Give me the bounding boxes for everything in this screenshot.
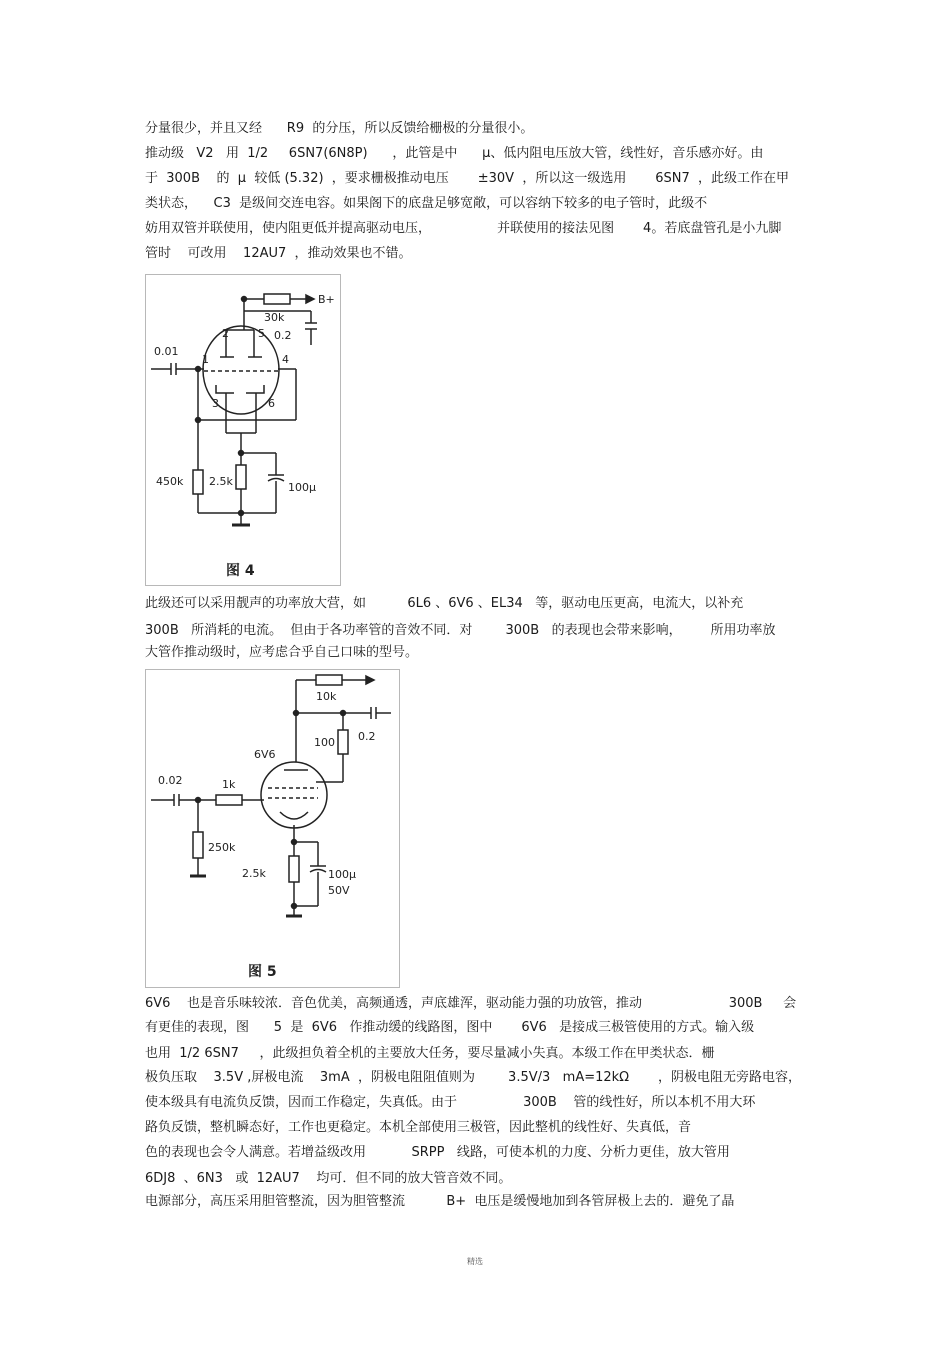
label: 50V	[328, 884, 350, 897]
text-line: 使本级具有电流负反馈，因而工作稳定，失真低。由于 300B 管的线性好，所以本机不用大环	[145, 1095, 756, 1110]
text-line: 于 300B 的 μ 较低 (5.32) ，要求栅极推动电压 ±30V ，所以这一级选用 6SN7 ，此级工作在甲	[145, 171, 790, 186]
label: 2.5k	[242, 867, 266, 880]
label: 450k	[156, 475, 184, 488]
label: B+	[318, 293, 335, 306]
text-line: 类状态， C3 是级间交连电容。如果阁下的底盘足够宽敞，可以容纳下较多的电子管时，此级不	[145, 196, 708, 211]
label: 1k	[222, 778, 236, 791]
text-line: 大管作推动级时，应考虑合乎自己口味的型号。	[145, 645, 419, 660]
text-line: 管时 可改用 12AU7 ，推动效果也不错。	[145, 246, 412, 261]
page-footer: 精选	[467, 1257, 483, 1266]
label: 0.02	[158, 774, 183, 787]
figure-caption: 图 5	[248, 964, 277, 980]
text-line: 推动级 V2 用 1/2 6SN7(6N8P) ，此管是中 μ、低内阻电压放大管，线性好，音乐感亦好。由	[145, 146, 764, 161]
figure-5-schematic	[145, 669, 400, 988]
label: 100μ	[288, 481, 316, 494]
label: 2	[222, 327, 229, 340]
label: 4	[282, 353, 289, 366]
text-line: 300B 所消耗的电流。 但由于各功率管的音效不同．对 300B 的表现也会带来影响， 所用功率放	[145, 623, 776, 638]
text-line: 6V6 也是音乐味较浓．音色优美，高频通透，声底雄浑，驱动能力强的功放管，推动 300B 会	[145, 996, 797, 1011]
label: 30k	[264, 311, 285, 324]
label: 100	[314, 736, 335, 749]
text-line: 也用 1/2 6SN7 ，此级担负着全机的主要放大任务，要尽量减小失真。本级工作在甲类状态．栅	[145, 1046, 715, 1061]
text-line: 有更佳的表现，图 5 是 6V6 作推动缓的线路图，图中 6V6 是接成三极管使用的方式。输入级	[145, 1020, 755, 1035]
label: 1	[202, 353, 209, 366]
label: 0.2	[274, 329, 292, 342]
label: 10k	[316, 690, 337, 703]
label: 5	[258, 327, 265, 340]
figure-caption: 图 4	[226, 563, 255, 579]
text-line: 6DJ8 、6N3 或 12AU7 均可．但不同的放大管音效不同。	[145, 1171, 512, 1186]
label: 6V6	[254, 748, 276, 761]
label: 100μ	[328, 868, 356, 881]
label: 2.5k	[209, 475, 233, 488]
text-line: 极负压取 3.5V ,屏极电流 3mA ，阴极电阻阻值则为 3.5V/3 mA=12kΩ ，阴极电阻无旁路电容，	[145, 1070, 802, 1085]
text-line: 分量很少，并且又经 R9 的分压，所以反馈给栅极的分量很小。	[145, 121, 534, 136]
label: 3	[212, 397, 219, 410]
text-line: 色的表现也会令人满意。若增益级改用 SRPP 线路，可使本机的力度、分析力更佳，放大管用	[145, 1145, 730, 1160]
text-line: 此级还可以采用靓声的功率放大营，如 6L6 、6V6 、EL34 等，驱动电压更高，电流大，以补充	[145, 596, 744, 611]
label: 6	[268, 397, 275, 410]
text-line: 妨用双管并联使用，使内阻更低并提高驱动电压， 并联使用的接法见图 4。若底盘管孔是小九脚	[145, 221, 782, 236]
text-line: 电源部分，高压采用胆管整流，因为胆管整流 B+ 电压是缓慢地加到各管屏极上去的．避免了晶	[145, 1194, 735, 1209]
tube-envelope	[261, 762, 327, 828]
label: 0.2	[358, 730, 376, 743]
label: 250k	[208, 841, 236, 854]
figure-4-schematic	[145, 274, 341, 586]
label: 0.01	[154, 345, 179, 358]
text-line: 路负反馈，整机瞬态好，工作也更稳定。本机全部使用三极管，因此整机的线性好、失真低，音	[145, 1120, 692, 1135]
